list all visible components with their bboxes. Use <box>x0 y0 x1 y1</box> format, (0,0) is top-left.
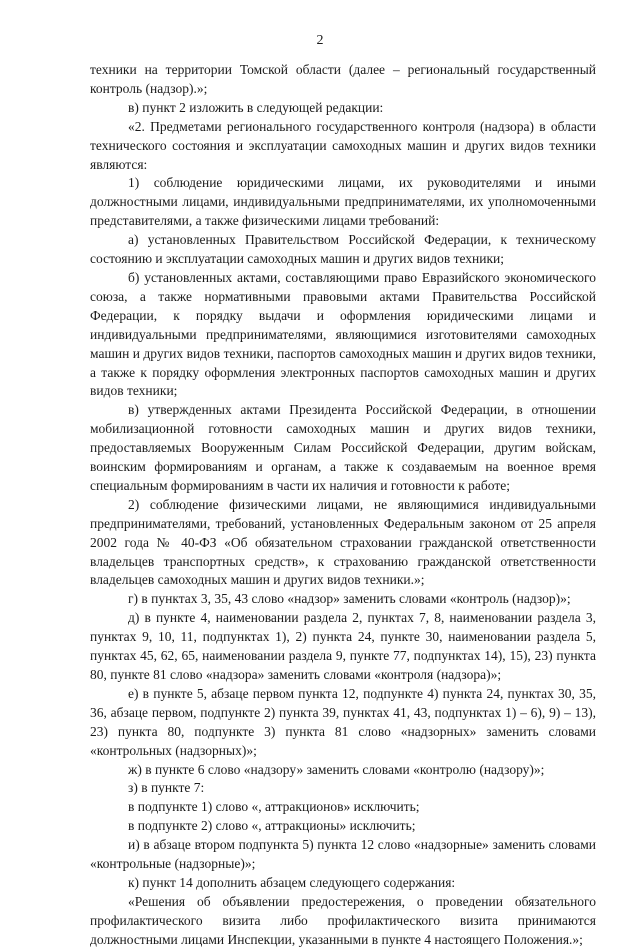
document-body <box>90 61 596 950</box>
paragraph-subitem-1: 1) соблюдение юридическими лицами, их руководителями и иными должностными лицами, индивидуальными предпринимателями, их уполномоченными представителями, а также физическими лицами требований: <box>90 175 596 229</box>
page-number: 2 <box>316 33 324 48</box>
paragraph-item-z-sub-2: в подпункте 2) слово «, аттракционы» исключить; <box>128 818 416 834</box>
paragraph-item-v: в) пункт 2 изложить в следующей редакции: <box>128 99 384 115</box>
paragraph-subitem-b: б) установленных актами, составляющими право Евразийского экономического союза, а также нормативными правовыми актами Правительства Российской Федерации, к порядку выдачи и оформления юридическими лицами и индивидуальными предпринимателями, являющимися изготовителями самоходных машин и других видов техники, паспортов самоходных машин и других видов техники, а также к порядку оформления электронных паспортов самоходных машин и других видов техники; <box>90 269 596 399</box>
paragraph-item-z: з) в пункте 7: <box>128 780 205 796</box>
paragraph-subitem-a: а) установленных Правительством Российской Федерации, к техническому состоянию и эксплуатации самоходных машин и других видов техники; <box>90 232 596 267</box>
paragraph-item-i: и) в абзаце втором подпункта 5) пункта 12 слово «надзорные» заменить словами «контрольные (надзорные)»; <box>90 837 596 872</box>
paragraph-item-k: к) пункт 14 дополнить абзацем следующего содержания: <box>128 874 456 890</box>
paragraph-subitem-2: 2) соблюдение физическими лицами, не являющимися индивидуальными предпринимателями, требований, установленных Федеральным законом от 25 апреля 2002 года № 40-ФЗ «Об обязательном страховании гражданской ответственности владельцев транспортных средств», к страхованию гражданской ответственности владельцев самоходных машин и других видов техники.»; <box>90 496 596 588</box>
paragraph-subitem-v: в) утвержденных актами Президента Российской Федерации, в отношении мобилизационной готовности самоходных машин и других видов техники, предоставляемых Вооруженным Силам Российской Федерации, другим войскам, воинским формированиям и органам, а также к создаваемым на военное время специальным формированиям в части их наличия и готовности к работе; <box>90 402 596 493</box>
paragraph-continuation: техники на территории Томской области (далее – региональный государственный контроль (надзор).»; <box>90 62 596 96</box>
paragraph-item-zh: ж) в пункте 6 слово «надзору» заменить словами «контролю (надзору)»; <box>128 761 545 777</box>
paragraph-clause-2-intro: «2. Предметами регионального государственного контроля (надзора) в области технического состояния и эксплуатации самоходных машин и других видов техники являются: <box>90 118 596 172</box>
paragraph-item-z-sub-1: в подпункте 1) слово «, аттракционов» исключить; <box>128 799 420 815</box>
paragraph-item-e: е) в пункте 5, абзаце первом пункта 12, подпункте 4) пункта 24, пунктах 30, 35, 36, абзаце первом, подпункте 2) пункта 39, пунктах 41, 43, подпунктах 1) – 6), 9) – 13), 23) пункта 80, подпункте 3) пункта 81 слово «надзорных» заменить словами «контрольных (надзорных)»; <box>90 685 596 758</box>
paragraph-item-d: д) в пункте 4, наименовании раздела 2, пунктах 7, 8, наименовании раздела 3, пунктах 9, 10, 11, подпунктах 1), 2) пункта 24, пункте 30, наименовании раздела 5, пунктах 45, 62, 65, наименовании раздела 9, пункте 77, подпунктах 14), 15), 23) пункта 80, пункте 81 слово «надзора» заменить словами «контроля (надзора)»; <box>90 610 596 682</box>
paragraph-item-g: г) в пунктах 3, 35, 43 слово «надзор» заменить словами «контроль (надзор)»; <box>128 591 571 607</box>
paragraph-item-k-quote: «Решения об объявлении предостережения, о проведении обязательного профилактического визита либо профилактического визита принимаются должностными лицами Инспекции, указанными в пункте 4 настоящего Положения.»; <box>90 893 596 947</box>
